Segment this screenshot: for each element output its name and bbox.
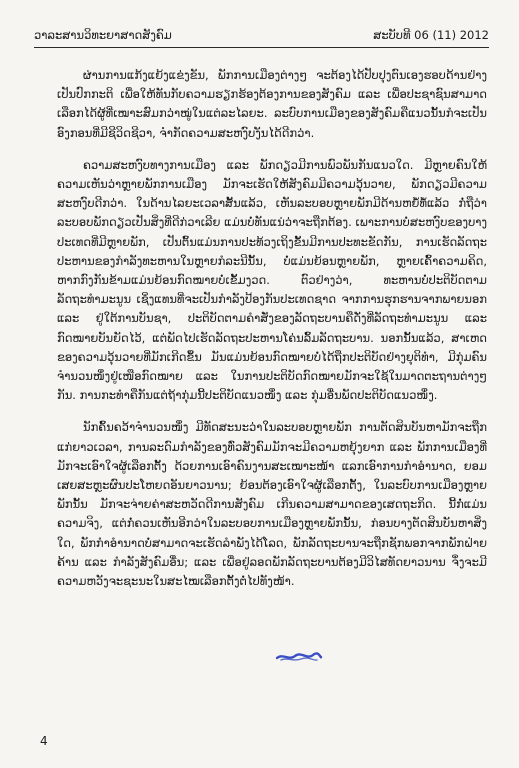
paragraph: ຄວາມສະຫງົບທາງການເມືອງ ແລະ ພັກດຽວມີການພົວພັນກັນແນວໃດ. ມີຫຼາຍຄົນໃຫ້ຄວາມເຫັນວ່າຫຼາຍພັກການເມືອງ ມັກຈະເຮັດໃຫ້ສັງຄົມມີຄວາມວຸ້ນວາຍ, ພັກດຽວມີຄວາມສະຫງົບດີກວ່າ. ໃນດ້ານໄລຍະເວລາສັ້ນແລ້ວ, ເຫັນລະບອບຫຼາຍພັກມີດ້ານຫຍໍ້ທໍ້ແລ້ວ ກໍ່ຖືວ່າລະບອບພັກດຽວເປັນສິ່ງທີ່ດີກ່ວາເລີຍ ແມ່ນບໍ່ທັນແນ່ວ່າຈະຖືກຕ້ອງ. ເພາະການບໍ່ສະຫງົບຂອງບາງປະເທດທີ່ມີຫຼາຍພັກ, ເປັນຕົ້ນແມ່ນການປະທ້ວງເຖິງຂັ້ນມີການປະທະຂັດກັນ, ການເຮັດລັດຖະປະຫານຂອງກຳລັງທະຫານໃນຫຼາຍກໍລະນີນັ້ນ, ບໍ່ແມ່ນຍ້ອນຫຼາຍພັກ, ຫຼາຍເຄົ້າຄວາມຄິດ, ຫາກກົງກັນຂ້າມແມ່ນຍ້ອນກົດໝາຍບໍ່ເຂັ້ມງວດ. ຕົວຢ່າງວ່າ, ທະຫານບໍ່ປະຕິບັດຕາມລັດຖະທຳມະນູນ ເຊິ່ງແທນທີ່ຈະເປັນກຳລັງປ້ອງກັນປະເທດຊາດ ຈາກການຮຸກຮານຈາກພາຍນອກ ແລະ ຢູ່ໃຕ້ການບັນຊາ, ປະຕິບັດຕາມຄຳສັ່ງຂອງລັດຖະບານຄືດັ່ງທີ່ລັດຖະທຳມະນູນ ແລະ ກົດໝາຍບັນຍັດໄວ້, ແຕ່ພັດໄປເຮັດລັດຖະປະຫານໂຄ່ນລົ້ມລັດຖະບານ. ນອກນັ້ນແລ້ວ, ສາເຫດຂອງຄວາມວຸ້ນວາຍທີ່ມັກເກີດຂຶ້ນ ມັນແມ່ນຍ້ອນກົດໝາຍບໍ່ໄດ້ຖືກປະຕິບັດຢ່າງຍຸຕິທຳ, ມີກຸ່ມຄົນຈຳນວນໜຶ່ງຢູ່ເໜືອກົດໝາຍ ແລະ ໃນການປະຕິບັດກົດໝາຍມັກຈະໃຊ້ໃນມາດຕະຖານຕ່າງໆກັນ. ການກະທຳຄືກັນແຕ່ຖ້າກຸ່ມນີ້ປະຕິບັດແນວໜຶ່ງ ແລະ ກຸ່ມອື່ນພັດປະຕິບັດແນວໜຶ່ງ. (57, 157, 487, 403)
paragraph: ນັກຄົ້ນຄວ້າຈຳນວນໜຶ່ງ ມີທັດສະນະວ່າໃນລະບອບຫຼາຍພັກ ການຕັດສິນບັນຫາມັກຈະຖືກແກ່ຍາວເວລາ, ການລະດົມກຳລັງຂອງທົ່ວສັງຄົມມັກຈະມີຄວາມຫຍຸ້ງຍາກ ແລະ ພັກການເມືອງທີ່ມັກຈະເອົາໃຈຜູ້ເລືອກຕັ້ງ ດ້ວຍການເອົາຄົນງານສະເໝາະໜ້າ ແລກເອົາການກຳອຳນາດ, ຍອມເສຍສະຫຼະຜົນປະໂຫຍດອັນຍາວນານ; ຍ້ອນຕ້ອງເອົາໃຈຜູ້ເລືອກຕັ້ງ, ໃນລະບົບການເມືອງຫຼາຍພັກນັ້ນ ມັກຈະຈ່າຍຄ່າສະຫວັດດີການສັງຄົມ ເກີນຄວາມສາມາດຂອງເສດຖະກິດ. ນີ້ກໍ່ແມ່ນຄວາມຈິງ, ແຕ່ກໍ່ຄວນເຫັນອີກວ່າໃນລະບອບການເມືອງຫຼາຍພັກນັ້ນ, ກ່ອນບາງຕັດສິນບັນຫາສິ່ງໃດ, ພັກກຳອຳນາດບໍ່ສາມາດຈະເຮັດລຳພັງໄດ້ໂລດ, ພັກລັດຖະບານຈະຖືກຊັກພອກຈາກພັກຝ່າຍຄ້ານ ແລະ ກຳລັງສັງຄົມອື່ນ; ແລະ ເພື່ອຢູ່ລອດພັກລັດຖະບານຕ້ອງມີວິໄສທັດຍາວນານ ຈຶ່ງຈະມີຄວາມຫວັງຈະຊະນະໃນສະໄໝເລືອກຕັ້ງຕໍ່ໄປທັງໜ້າ. (57, 420, 487, 589)
header-rule (34, 47, 489, 48)
running-header (34, 26, 489, 44)
article-body (57, 66, 487, 604)
ink-smudge-mark (275, 651, 323, 663)
journal-title: ວາລະສານວິທະຍາສາດສັງຄົມ (34, 28, 172, 42)
page-number: 4 (40, 734, 48, 748)
paragraph: ຜ່ານການແກ້ງແຍ້ງແຂ່ງຂັນ, ພັກການເມືອງຕ່າງໆ ຈະຕ້ອງໄດ້ປັບປຸງຕົນເອງຮອບດ້ານຢ່າງເປັນປົກກະຕິ ເພື່ອໃຫ້ທັນກັບຄວາມຮຽກຮ້ອງຕ້ອງການຂອງສັງຄົມ ແລະ ເພື່ອປະຊາຊົນສາມາດເລືອກໄດ້ຜູ້ທີ່ເໝາະສົມກວ່າໝູ່ໃນແຕ່ລະໄລຍະ. ລະບົບການເມືອງຂອງສັງຄົມຄືແນວນັ້ນກໍຈະເປັນອົງກອນທີ່ມີຊີວິດຊີວາ, ຈຳກັດຄວາມສະຫງົບງັນໄດ້ດີກວ່າ. (57, 68, 487, 140)
issue-number: ສະບັບທີ 06 (11) 2012 (373, 28, 489, 42)
